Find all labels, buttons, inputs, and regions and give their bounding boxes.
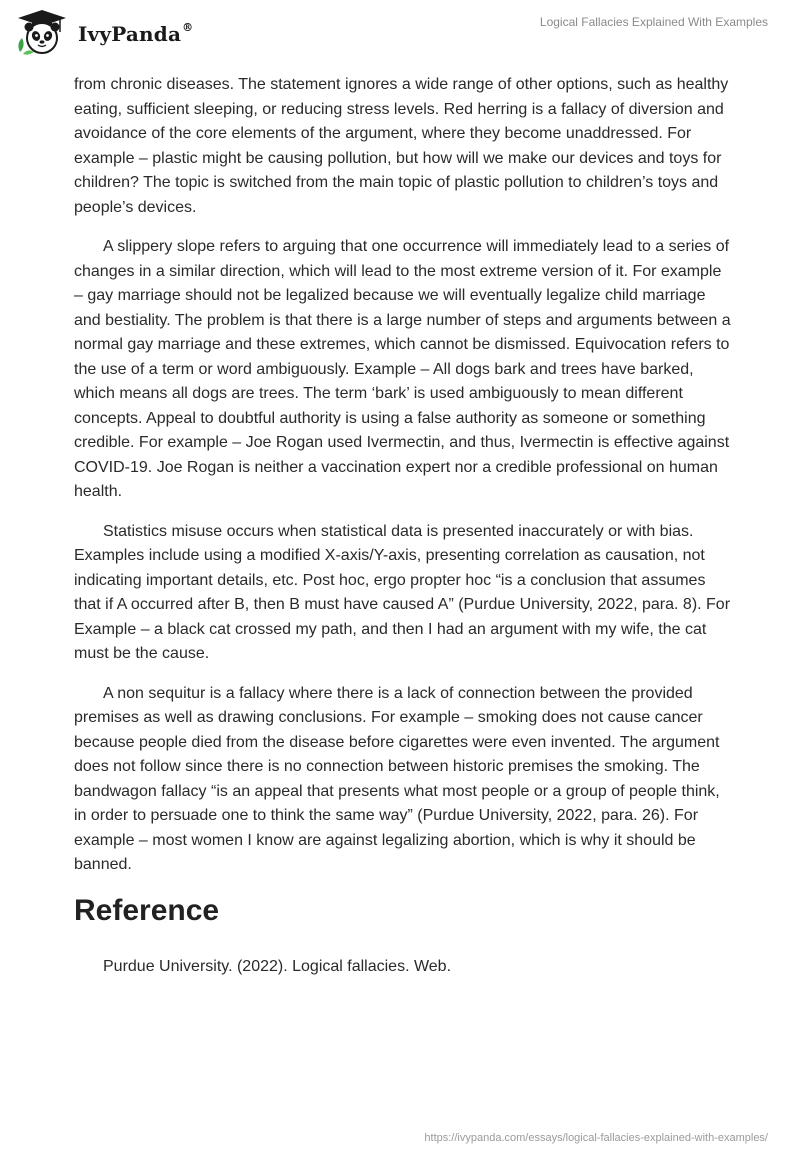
panda-graduate-logo-icon[interactable]	[14, 8, 74, 58]
page-header	[0, 0, 800, 70]
reference-entry: Purdue University. (2022). Logical fallacies. Web.	[103, 957, 452, 975]
paragraph-2: A slippery slope refers to arguing that one occurrence will immediately lead to a series of changes in a similar direction, which will lead to the most extreme version of it. For example – gay marriage should not be legalized because we will eventually legalize child marriage and bestiality. The problem is that there is a large number of steps and arguments between a normal gay marriage and these extremes, which cannot be dismissed. Equivocation refers to the use of a term or word ambiguously. Example – All dogs bark and trees have barked, which means all dogs are trees. The term ‘bark’ is used ambiguously to mean different concepts. Appeal to doubtful authority is using a false authority as someone or something credible. For example – Joe Rogan used Ivermectin, and thus, Ivermectin is effective against COVID-19. Joe Rogan is neither a vaccination expert nor a credible professional on human health.	[74, 238, 731, 500]
paragraph-3: Statistics misuse occurs when statistical data is presented inaccurately or with bias. Examples include using a modified X-axis/Y-axis, presenting correlation as causation, not indicating important details, etc. Post hoc, ergo propter hoc “is a conclusion that assumes that if A occurred after B, then B must have caused A” (Purdue University, 2022, para. 8). For Example – a black cat crossed my path, and then I had an argument with my wife, the cat must be the cause.	[74, 522, 731, 662]
paragraph-1: from chronic diseases. The statement ignores a wide range of other options, such as healthy eating, sufficient sleeping, or reducing stress levels. Red herring is a fallacy of diversion and avoidance of the core elements of the argument, where they become unaddressed. For example – plastic might be causing pollution, but how will we make our devices and toys for children? The topic is switched from the main topic of plastic pollution to children’s toys and people’s devices.	[74, 76, 729, 216]
paragraph-4: A non sequitur is a fallacy where there is a lack of connection between the provided premises as well as drawing conclusions. For example – smoking does not cause cancer because people died from the disease before cigarettes were even invented. The argument does not follow since there is no connection between historic premises the smoking. The bandwagon fallacy “is an appeal that presents what most people or a group of people think, in order to persuade one to think the same way” (Purdue University, 2022, para. 26). For example – most women I know are against legalizing abortion, which is why it should be banned.	[74, 684, 720, 873]
registered-mark: ®	[182, 21, 194, 35]
essay-body	[74, 73, 734, 994]
source-url[interactable]: https://ivypanda.com/essays/logical-fallacies-explained-with-examples/	[424, 1132, 768, 1144]
reference-heading: Reference	[74, 893, 220, 927]
document-title: Logical Fallacies Explained With Examples	[539, 15, 768, 29]
brand-name[interactable]: IvyPanda®	[78, 21, 194, 46]
